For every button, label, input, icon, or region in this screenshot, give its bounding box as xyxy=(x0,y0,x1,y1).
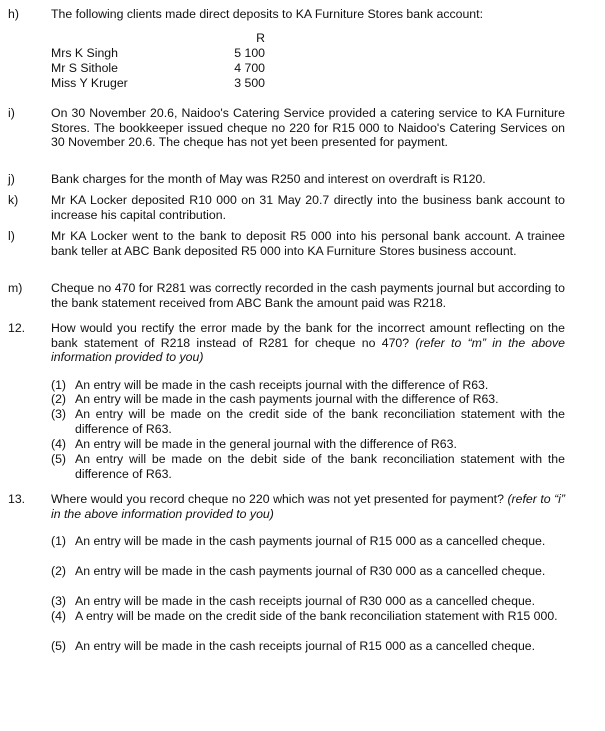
option-number: (5) xyxy=(51,452,67,466)
deposit-amount: 5 100 xyxy=(234,46,265,60)
item-label: h) xyxy=(8,7,19,21)
option-text: A entry will be made on the credit side of the bank reconciliation statement with R15 000. xyxy=(75,609,558,623)
item-label: l) xyxy=(8,229,15,243)
option-text: An entry will be made in the cash payments journal of R15 000 as a cancelled cheque. xyxy=(75,534,546,548)
item-text: Mr KA Locker went to the bank to deposit R5 000 into his personal bank account. A trainee bank teller at ABC Bank deposited R5 000 into KA Furniture Stores business account. xyxy=(51,229,565,258)
client-name: Mr S Sithole xyxy=(51,61,118,75)
option-text: An entry will be made on the debit side of the bank reconciliation statement with the difference of R63. xyxy=(75,452,565,481)
question-number: 12. xyxy=(8,321,26,335)
option-number: (1) xyxy=(51,378,67,392)
option-text: An entry will be made on the credit side of the bank reconciliation statement with the difference of R63. xyxy=(75,407,565,436)
option-text: An entry will be made in the general journal with the difference of R63. xyxy=(75,437,457,451)
deposit-row xyxy=(51,76,265,91)
item-text: Cheque no 470 for R281 was correctly recorded in the cash payments journal but according to the bank statement received from ABC Bank the amount paid was R218. xyxy=(51,281,565,310)
option-number: (3) xyxy=(51,594,67,608)
question-text-block xyxy=(51,492,565,521)
deposits-table xyxy=(51,31,265,93)
deposit-row xyxy=(51,46,265,61)
question-text-block xyxy=(51,321,565,365)
deposit-amount: 3 500 xyxy=(234,76,265,90)
option-number: (4) xyxy=(51,437,67,451)
question-number: 13. xyxy=(8,492,26,506)
option-number: (4) xyxy=(51,609,67,623)
item-text: The following clients made direct deposits to KA Furniture Stores bank account: xyxy=(51,7,483,21)
client-name: Mrs K Singh xyxy=(51,46,118,60)
option-text: An entry will be made in the cash payments journal with the difference of R63. xyxy=(75,392,499,406)
deposit-amount: 4 700 xyxy=(234,61,265,75)
question-text: How would you rectify the error made by the bank for the incorrect amount reflecting on the bank statement of R218 instead of R281 for cheque no 470? xyxy=(51,321,565,350)
item-label: j) xyxy=(8,172,15,186)
question-reference: (refer to “i” in the above information provided to you) xyxy=(51,492,566,521)
deposit-row xyxy=(51,61,265,76)
option-text: An entry will be made in the cash receipts journal of R15 000 as a cancelled cheque. xyxy=(75,639,536,653)
item-text: Bank charges for the month of May was R250 and interest on overdraft is R120. xyxy=(51,172,486,186)
option-text: An entry will be made in the cash payments journal of R30 000 as a cancelled cheque. xyxy=(75,564,546,578)
item-label: i) xyxy=(8,106,15,120)
client-name: Miss Y Kruger xyxy=(51,76,128,90)
option-number: (3) xyxy=(51,407,67,421)
option-number: (1) xyxy=(51,534,67,548)
option-text: An entry will be made in the cash receipts journal with the difference of R63. xyxy=(75,378,489,392)
option-number: (2) xyxy=(51,564,67,578)
currency-header: R xyxy=(256,31,265,45)
item-text: Mr KA Locker deposited R10 000 on 31 May 20.7 directly into the business bank account to increase his capital contribution. xyxy=(51,193,565,222)
question-reference: (refer to “m” in the above information provided to you) xyxy=(51,335,566,365)
question-text: Where would you record cheque no 220 which was not yet presented for payment? xyxy=(51,492,504,506)
option-number: (2) xyxy=(51,392,67,406)
option-text: An entry will be made in the cash receipts journal of R30 000 as a cancelled cheque. xyxy=(75,594,536,608)
item-label: k) xyxy=(8,193,19,207)
option-number: (5) xyxy=(51,639,67,653)
item-label: m) xyxy=(8,281,23,295)
item-text: On 30 November 20.6, Naidoo's Catering Service provided a catering service to KA Furniture Stores. The bookkeeper issued cheque no 220 for R15 000 to Naidoo's Catering Services on 30 November 20.6. The cheque has not yet been presented for payment. xyxy=(51,106,565,150)
